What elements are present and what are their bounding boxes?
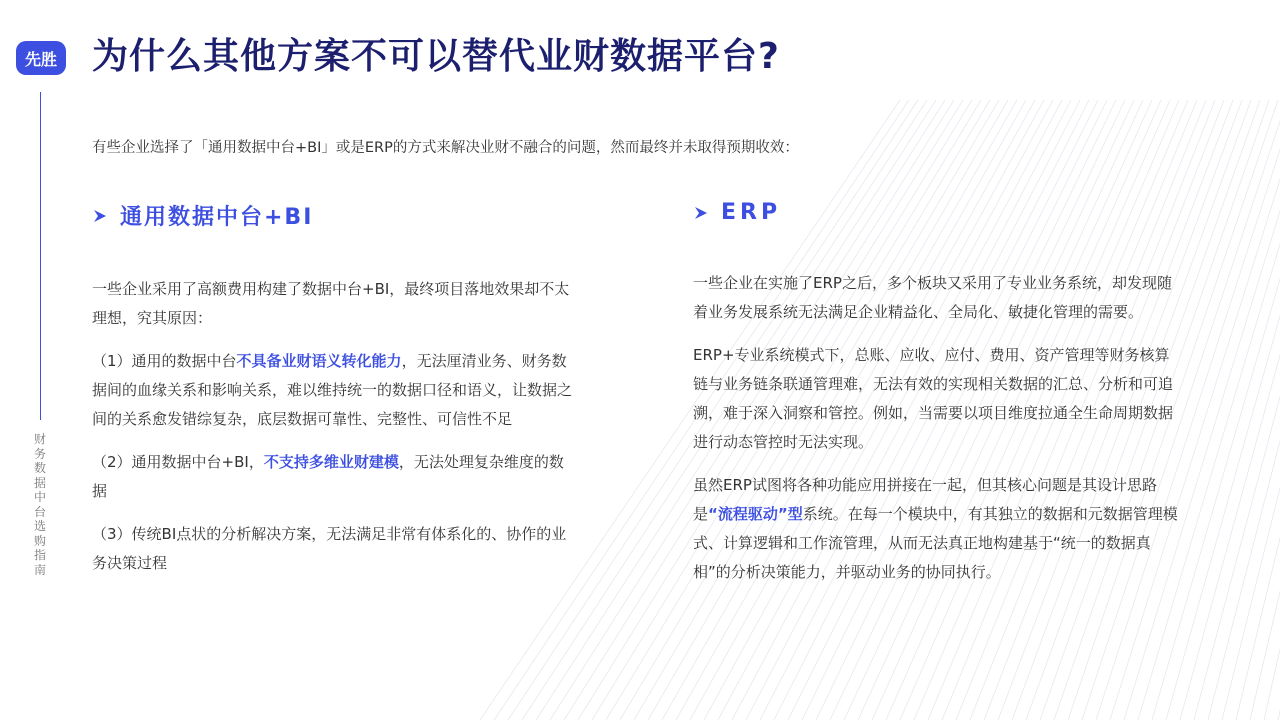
- right-section-heading: [693, 200, 1183, 225]
- page-title: 为什么其他方案不可以替代业财数据平台?: [92, 36, 780, 77]
- brand-logo-text: 先胜: [24, 49, 57, 69]
- sidebar-vertical-label: [31, 432, 49, 577]
- text: （1）通用的数据中台: [92, 352, 237, 370]
- left-paragraph-1: [92, 347, 572, 434]
- right-column: [693, 200, 1183, 601]
- background-line: [1166, 100, 1280, 720]
- arrow-right-icon: [92, 208, 108, 224]
- sidebar-char: 指: [33, 548, 46, 562]
- background-line: [1180, 100, 1280, 720]
- highlight-text: “流程驱动”型: [708, 505, 803, 523]
- sidebar-char: 财: [33, 432, 46, 446]
- left-heading-text: 通用数据中台+BI: [120, 205, 314, 230]
- sidebar-char: 中: [33, 490, 46, 504]
- left-column: [92, 200, 572, 592]
- brand-logo: [16, 41, 66, 75]
- intro-text: 有些企业选择了「通用数据中台+BI」或是ERP的方式来解决业财不融合的问题，然而最终并未取得预期收效：: [92, 140, 799, 156]
- text: 系统。在每一个模块中，有其独立的数据和元数据管理模式、计算逻辑和工作流管理，从而无法真正地构建基于“统一的数据真相”的分析决策能力，并驱动业务的协同执行。: [693, 505, 1178, 581]
- left-paragraph-intro: 一些企业采用了高额费用构建了数据中台+BI，最终项目落地效果却不太理想，究其原因：: [92, 280, 570, 327]
- left-paragraph-2: [92, 448, 572, 506]
- right-paragraph-2: ERP+专业系统模式下，总账、应收、应付、费用、资产管理等财务核算链与业务链条联通管理难，无法有效的实现相关数据的汇总、分析和可追溯，难于深入洞察和管控。例如，当需要以项目维度拉通全生命周期数据进行动态管控时无法实现。: [693, 346, 1174, 451]
- left-paragraph-3: （3）传统BI点状的分析解决方案，无法满足非常有体系化的、协作的业务决策过程: [92, 525, 567, 572]
- sidebar-divider: [40, 92, 41, 420]
- sidebar-char: 据: [33, 475, 46, 490]
- text: ，无法厘清业务、财务数据间的血缘关系和影响关系，难以维持统一的数据口径和语义，让数据之间的关系愈发错综复杂，底层数据可靠性、完整性、可信性不足: [92, 352, 573, 428]
- right-paragraph-1: 一些企业在实施了ERP之后，多个板块又采用了专业业务系统，却发现随着业务发展系统无法满足企业精益化、全局化、敏捷化管理的需要。: [693, 274, 1172, 321]
- text: 虽然ERP试图将各种功能应用拼接在一起，但其核心问题是其设计思路是: [693, 476, 1157, 523]
- text: （2）通用数据中台+BI，: [92, 453, 264, 471]
- background-line: [1236, 100, 1280, 720]
- sidebar-char: 选: [33, 519, 46, 533]
- highlight-text: 不具备业财语义转化能力: [236, 352, 402, 370]
- arrow-right-icon: [693, 205, 709, 221]
- sidebar-char: 台: [33, 504, 46, 519]
- right-paragraph-3: [693, 471, 1183, 587]
- right-heading-text: ERP: [721, 200, 782, 225]
- left-section-heading: [92, 200, 572, 231]
- sidebar-char: 务: [33, 446, 46, 461]
- text: ，无法处理复杂维度的数据: [92, 453, 564, 500]
- sidebar-char: 南: [33, 562, 46, 577]
- sidebar-char: 数: [33, 461, 46, 475]
- sidebar-char: 购: [33, 533, 46, 548]
- highlight-text: 不支持多维业财建模: [263, 453, 399, 471]
